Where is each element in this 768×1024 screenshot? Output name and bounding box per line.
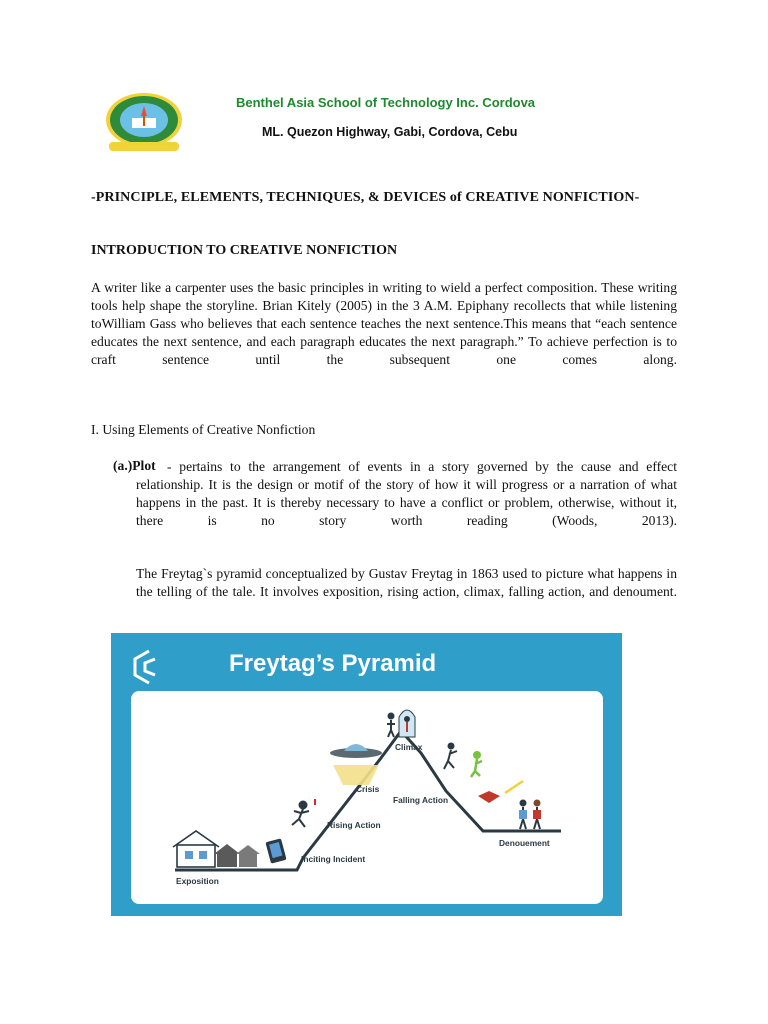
list-heading: I. Using Elements of Creative Nonfiction: [91, 422, 316, 437]
label-denouement: Denouement: [499, 838, 550, 848]
figure-card: [131, 691, 603, 904]
label-rising-action: Rising Action: [327, 820, 381, 830]
plot-label: (a.)Plot: [113, 458, 156, 473]
label-inciting-incident: Inciting Incident: [301, 854, 366, 864]
document-title: -PRINCIPLE, ELEMENTS, TECHNIQUES, & DEVICES of CREATIVE NONFICTION-: [91, 190, 640, 205]
label-exposition: Exposition: [176, 876, 219, 886]
intro-paragraph: A writer like a carpenter uses the basic principles in writing to wield a perfect composition. These writing tools help shape the storyline. Brian Kitely (2005) in the 3 A.M. Epiphany recollects that while listening toWilliam Gass who believes that each sentence teaches the next sentence.This means that “each sentence educates the next sentence, and each paragraph educates the next paragraph.” To achieve perfection is to craft sentence until the subsequent one comes along.: [91, 280, 677, 367]
freytag-pyramid-figure: [111, 633, 622, 916]
school-address: ML. Quezon Highway, Gabi, Cordova, Cebu: [262, 125, 518, 139]
label-climax: Climax: [395, 742, 423, 752]
plot-paragraph: - pertains to the arrangement of events in a story governed by the cause and effect relationship. It is the design or motif of the story of how it will progress or a narration of what happens in the past. It is thereby necessary to have a conflict or problem, otherwise, without it, there is no story worth reading (Woods, 2013).: [136, 459, 677, 528]
label-falling-action: Falling Action: [393, 795, 449, 805]
school-seal-logo: [103, 92, 185, 154]
section-heading: INTRODUCTION TO CREATIVE NONFICTION: [91, 243, 398, 258]
climax-figures-icon: [387, 710, 415, 737]
school-name: Benthel Asia School of Technology Inc. Cordova: [236, 95, 536, 110]
label-crisis: Crisis: [356, 784, 380, 794]
freytag-paragraph: The Freytag`s pyramid conceptualized by Gustav Freytag in 1863 used to picture what happens in the telling of the tale. It involves exposition, rising action, climax, falling action, and denoument.: [136, 566, 677, 599]
figure-title: Freytag’s Pyramid: [229, 650, 437, 677]
